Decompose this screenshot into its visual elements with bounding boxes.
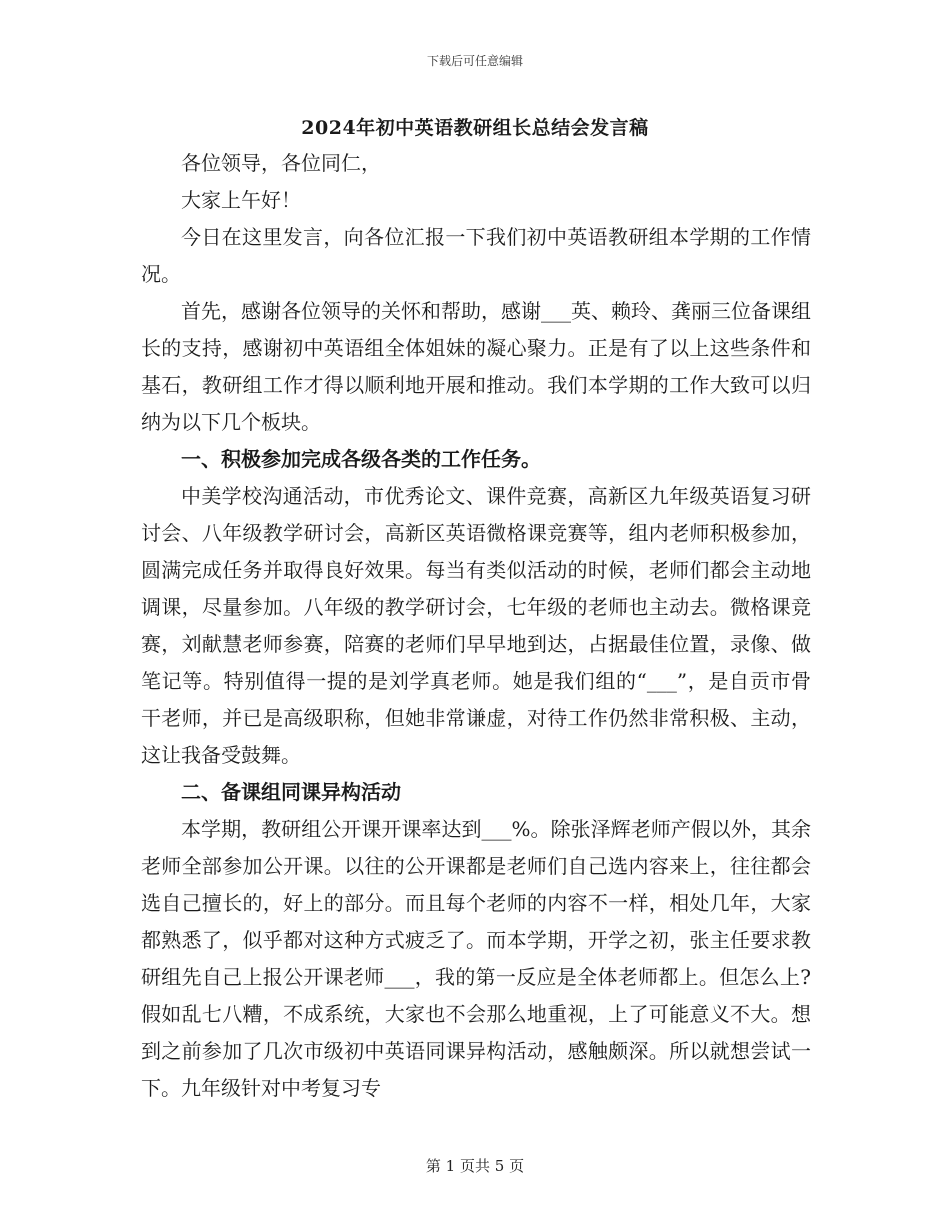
intro-paragraph: 今日在这里发言，向各位汇报一下我们初中英语教研组本学期的工作情况。 — [141, 225, 811, 286]
section-heading-1: 一、积极参加完成各级各类的工作任务。 — [181, 447, 541, 471]
salutation: 各位领导，各位同仁， — [181, 151, 381, 175]
greeting: 大家上午好！ — [181, 188, 301, 212]
thanks-paragraph: 首先，感谢各位领导的关怀和帮助，感谢___英、赖玲、龚丽三位备课组长的支持，感谢初中英语组全体姐妹的凝心聚力。正是有了以上这些条件和基石，教研组工作才得以顺利地开展和推动。我们本学期的工作大致可以归纳为以下几个板块。 — [141, 299, 811, 434]
section-2-paragraph: 本学期，教研组公开课开课率达到___%。除张泽辉老师产假以外，其余老师全部参加公开课。以往的公开课都是老师们自己选内容来上，往往都会选自己擅长的，好上的部分。而且每个老师的内容不一样，相处几年，大家都熟悉了，似乎都对这种方式疲乏了。而本学期，开学之初，张主任要求教研组先自己上报公开课老师___，我的第一反应是全体老师都上。但怎么上?假如乱七八糟，不成系统，大家也不会那么地重视，上了可能意义不大。想到之前参加了几次市级初中英语同课异构活动，感触颇深。所以就想尝试一下。九年级针对中考复习专 — [141, 817, 811, 1100]
section-heading-2: 二、备课组同课异构活动 — [181, 780, 401, 804]
document-body — [141, 145, 811, 1107]
header-note: 下载后可任意编辑 — [426, 54, 523, 68]
section-1-paragraph: 中美学校沟通活动，市优秀论文、课件竞赛，高新区九年级英语复习研讨会、八年级教学研讨会，高新区英语微格课竞赛等，组内老师积极参加，圆满完成任务并取得良好效果。每当有类似活动的时候，老师们都会主动地调课，尽量参加。八年级的教学研讨会，七年级的老师也主动去。微格课竞赛，刘献慧老师参赛，陪赛的老师们早早地到达，占据最佳位置，录像、做笔记等。特别值得一提的是刘学真老师。她是我们组的“___”，是自贡市骨干老师，并已是高级职称，但她非常谦虚，对待工作仍然非常积极、主动，这让我备受鼓舞。 — [141, 484, 811, 767]
page-footer: 第 1 页共 5 页 — [425, 1157, 525, 1175]
document-title: 2024年初中英语教研组长总结会发言稿 — [301, 117, 649, 139]
